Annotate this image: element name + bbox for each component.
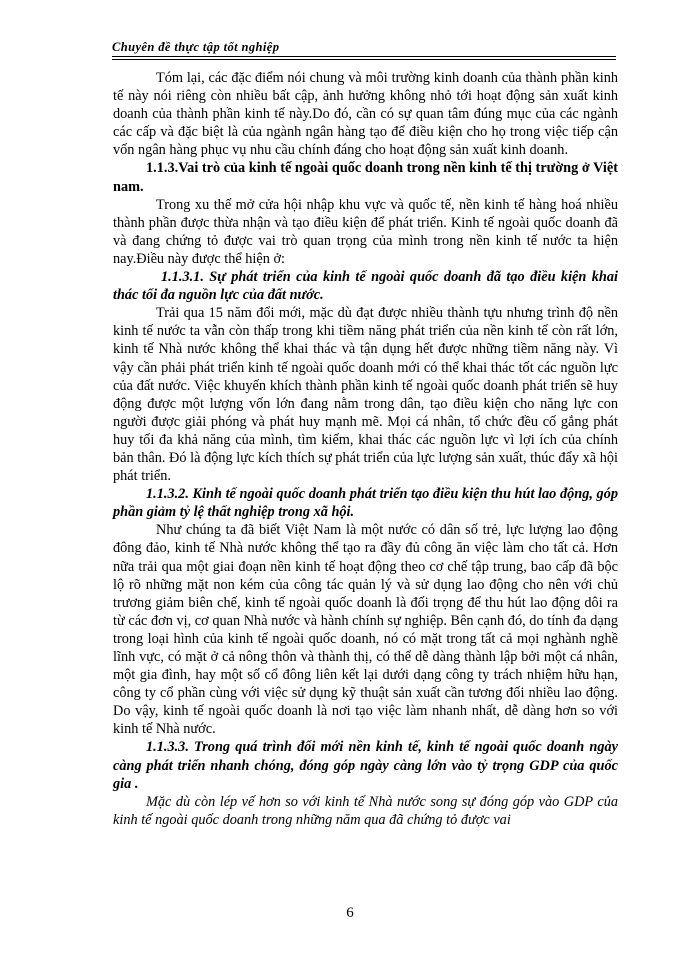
section-heading-1-1-3: 1.1.3.Vai trò của kinh tế ngoài quốc doanh trong nền kinh tế thị trường ở Việt nam. xyxy=(113,160,618,195)
body-text xyxy=(113,69,618,829)
subsection-heading-1-1-3-2: 1.1.3.2. Kinh tế ngoài quốc doanh phát triển tạo điều kiện thu hút lao động, góp phần giảm tỷ lệ thất nghiệp trong xã hội. xyxy=(113,486,618,521)
subsection-heading-1-1-3-3: 1.1.3.3. Trong quá trình đổi mới nền kinh tế, kinh tế ngoài quốc doanh ngày càng phát triển nhanh chóng, đóng góp ngày càng lớn vào tỷ trọng GDP của quốc gia . xyxy=(113,739,618,792)
page-number: 6 xyxy=(346,905,354,921)
subsection-heading-1-1-3-1: 1.1.3.1. Sự phát triển của kinh tế ngoài quốc doanh đã tạo điều kiện khai thác tối đa nguồn lực của đất nước. xyxy=(113,269,618,304)
paragraph-summary: Tóm lại, các đặc điểm nói chung và môi trường kinh doanh của thành phần kinh tế này nói riêng còn nhiều bất cập, ảnh hưởng không nhỏ tới hoạt động sản xuất kinh doanh của thành phần kinh tế này.Do đó, cần có sự quan tâm đúng mục của các ngành các cấp và đặc biệt là của ngành ngân hàng tạo để điều kiện cho họ trong việc tiếp cận vốn ngân hàng phục vụ nhu cầu chính đáng cho hoạt động sản xuất kinh doanh. xyxy=(113,70,618,159)
running-header: Chuyên đề thực tập tốt nghiệp xyxy=(112,40,616,57)
paragraph-gdp: Mặc dù còn lép vế hơn so với kinh tế Nhà nước song sự đóng góp vào GDP của kinh tế ngoài quốc doanh trong những năm qua đã chứng tỏ được vai xyxy=(113,793,618,828)
paragraph-intro: Trong xu thế mở cửa hội nhập khu vực và quốc tế, nền kinh tế hàng hoá nhiều thành phần được thừa nhận và tạo điều kiện để phát triển. Kinh tế ngoài quốc doanh đã và đang chứng tỏ được vai trò quan trọng của mình trong nền kinh tế nước ta hiện nay.Điều này được thể hiện ở: xyxy=(113,196,618,267)
paragraph-labor: Như chúng ta đã biết Việt Nam là một nước có dân số trẻ, lực lượng lao động đông đảo, kinh tế Nhà nước không thể tạo ra đầy đủ công ăn việc làm cho tất cả. Hơn nữa trải qua một giai đoạn nền kinh tế hoạt động theo cơ chế tập trung, bao cấp đã bộc lộ rõ những mặt non kém của công tác quản lý và sử dụng lao động cho nên với chủ trương giảm biên chế, kinh tế ngoài quốc doanh là đối trọng để thu hút lao động dôi ra từ các đơn vị, cơ quan Nhà nước và hành chính sự nghiệp. Bên cạnh đó, do tính đa dạng trong loại hình của kinh tế ngoài quốc doanh, nó có mặt trong tất cả mọi nghành nghề lĩnh vực, có mặt ở cả nông thôn và thành thị, có thể dễ dàng thành lập bởi một cá nhân, một gia đình, hay một số cổ đông liên kết lại dưới dạng công ty trách nhiệm hữu hạn, công ty cổ phần cùng với việc sử dụng kỹ thuật sản xuất cần tương đối nhiều lao động. Do vậy, kinh tế ngoài quốc doanh là nơi tạo việc làm nhanh nhất, dễ dàng hơn so với kinh tế Nhà nước. xyxy=(113,522,618,738)
paragraph-resources: Trải qua 15 năm đổi mới, mặc dù đạt được nhiều thành tựu nhưng trình độ nền kinh tế nước ta vẫn còn thấp trong khi tiềm năng phát triển của nền kinh tế còn rất lớn, kinh tế Nhà nước không thể khai thác và tận dụng hết được những tiềm năng này. Vì vậy cần phải phát triển kinh tế ngoài quốc doanh mới có thể khai thác tốt các nguồn lực của đất nước. Việc khuyến khích thành phần kinh tế ngoài quốc doanh phát triển sẽ huy động được một lượng vốn lớn đang nằm trong dân, tạo điều kiện cho năng lực con người được giải phóng và phát huy mạnh mẽ. Mọi cá nhân, tổ chức đều cố gắng phát huy tối đa khả năng của mình, tìm kiếm, khai thác các nguồn lực vì lợi ích của chính bản thân. Đó là động lực kích thích sự phát triển của lực lượng sản xuất, thúc đẩy xã hội phát triển. xyxy=(113,305,618,485)
